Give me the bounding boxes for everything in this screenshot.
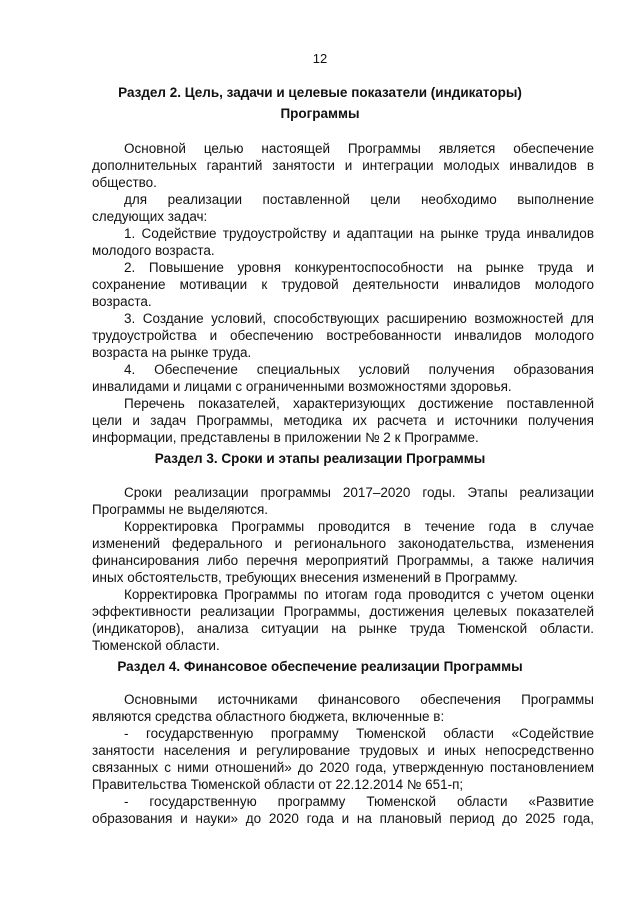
text-line: Корректировка Программы проводится в течение года в случае	[124, 519, 594, 534]
text-line: связанных с ними отношений» до 2020 года, утвержденную постановлением	[92, 760, 594, 775]
text-line: трудоустройства и обеспечению востребованности инвалидов молодого	[92, 328, 594, 343]
section-3-heading: Раздел 3. Сроки и этапы реализации Программы	[154, 451, 486, 466]
text-line: Тюменской области.	[92, 638, 220, 653]
text-line: сохранение мотивации к трудовой деятельности инвалидов молодого	[92, 277, 594, 292]
text-line: Основными источниками финансового обеспечения Программы	[124, 692, 594, 707]
section-2-paragraph-tasks-intro	[92, 191, 594, 225]
section-2-paragraph-indicators	[92, 395, 594, 446]
text-line: Правительства Тюменской области от 22.12.2014 № 651-п;	[92, 777, 464, 792]
section-4-heading: Раздел 4. Финансовое обеспечение реализации Программы	[117, 659, 523, 674]
text-line: возраста на рынке труда.	[92, 345, 252, 360]
section-3-paragraph-annual-adjustment	[92, 586, 594, 654]
text-line: занятости населения и регулирование трудовых и иных непосредственно	[92, 743, 594, 758]
section-2-heading	[0, 82, 640, 124]
section-2-paragraph-goal	[92, 140, 594, 191]
text-line: - государственную программу Тюменской области «Развитие	[124, 794, 594, 809]
section-2-heading-line2: Программы	[280, 106, 360, 121]
text-line: цели и задач Программы, методика их расчета и источники получения	[92, 413, 594, 428]
section-3-paragraph-timing	[92, 484, 594, 518]
section-2-heading-line1: Раздел 2. Цель, задачи и целевые показатели (индикаторы)	[118, 85, 522, 100]
section-3-paragraph-adjustment	[92, 518, 594, 586]
text-line: следующих задач:	[92, 209, 208, 224]
text-line: финансирования либо перечня мероприятий Программы, а также наличия	[92, 553, 594, 568]
text-line: иных обстоятельств, требующих внесения изменений в Программу.	[92, 570, 518, 585]
text-line: возраста.	[92, 294, 152, 309]
text-line: (индикаторов), анализа ситуации на рынке труда Тюменской области.	[92, 621, 594, 636]
text-line: Сроки реализации программы 2017–2020 годы. Этапы реализации	[124, 485, 594, 500]
text-line: являются средства областного бюджета, включенные в:	[92, 709, 445, 724]
text-line: Корректировка Программы по итогам года проводится с учетом оценки	[124, 587, 594, 602]
text-line: общество.	[92, 175, 157, 190]
section-4-item-education-program	[92, 793, 594, 827]
text-line: эффективности реализации Программы, достижения целевых показателей	[92, 604, 594, 619]
text-line: 1. Содействие трудоустройству и адаптации на рынке труда инвалидов	[124, 226, 594, 241]
text-line: 2. Повышение уровня конкурентоспособности на рынке труда и	[124, 260, 594, 275]
text-line: информации, представлены в приложении № 2 к Программе.	[92, 430, 479, 445]
text-line: - государственную программу Тюменской области «Содействие	[124, 726, 594, 741]
text-line: образования и науки» до 2020 года и на плановый период до 2025 года,	[92, 811, 594, 826]
text-line: 3. Создание условий, способствующих расширению возможностей для	[124, 311, 594, 326]
text-line: Основной целью настоящей Программы является обеспечение	[124, 141, 594, 156]
section-4-paragraph-sources	[92, 691, 594, 725]
page-number: 12	[312, 51, 328, 66]
task-2	[92, 259, 594, 310]
task-4	[92, 361, 594, 395]
section-4-item-employment-program	[92, 725, 594, 793]
text-line: для реализации поставленной цели необходимо выполнение	[124, 192, 594, 207]
text-line: Перечень показателей, характеризующих достижение поставленной	[124, 396, 594, 411]
text-line: 4. Обеспечение специальных условий получения образования	[124, 362, 594, 377]
text-line: Программы не выделяются.	[92, 502, 269, 517]
text-line: инвалидами и лицами с ограниченными возможностями здоровья.	[92, 379, 512, 394]
text-line: изменений федерального и регионального законодательства, изменения	[92, 536, 594, 551]
task-1	[92, 225, 594, 259]
text-line: молодого возраста.	[92, 243, 215, 258]
text-line: дополнительных гарантий занятости и интеграции молодых инвалидов в	[92, 158, 594, 173]
task-3	[92, 310, 594, 361]
